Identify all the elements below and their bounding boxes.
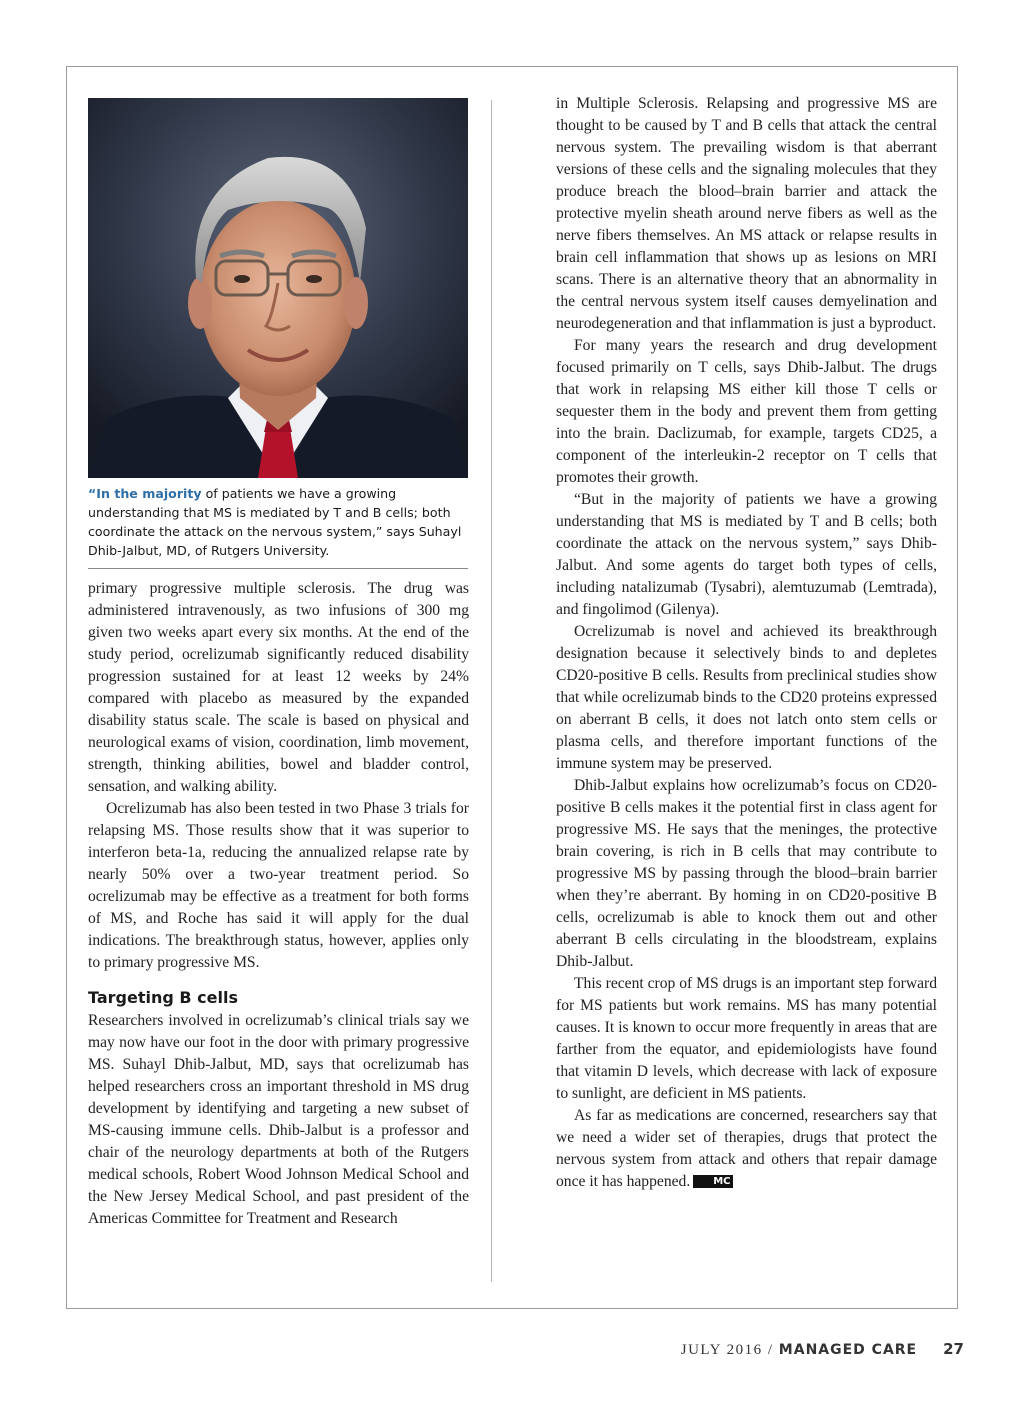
body-paragraph: “But in the majority of patients we have a growing understanding that MS is mediated by T and B cells; both coordinate the attack on the nervous system,” says Dhib-Jalbut. And some agents do target both types of cells, including natalizumab (Tysabri), alemtuzumab (Lemtrada), and fingolimod (Gilenya).: [556, 491, 937, 618]
body-paragraph: This recent crop of MS drugs is an important step forward for MS patients but work remains. MS has many potential causes. It is known to occur more frequently in areas that are farther from the equator, and epidemiologists have found that vitamin D levels, which decrease with lack of exposure to sunlight, are deficient in MS patients.: [556, 975, 937, 1102]
column-divider: [491, 100, 492, 1282]
caption-rule: [88, 568, 468, 569]
left-column: [88, 578, 469, 1230]
end-mark: MC: [693, 1175, 732, 1188]
caption-text: of patients we have a growing understanding that MS is mediated by T and B cells; both coordinate the attack on the nervous system,” says Suhayl Dhib-Jalbut, MD, of Rutgers University.: [88, 486, 462, 558]
footer-magazine: MANAGED CARE: [778, 1342, 918, 1358]
body-paragraph: For many years the research and drug development focused primarily on T cells, says Dhib-Jalbut. The drugs that work in relapsing MS either kill those T cells or sequester them in the body and prevent them from getting into the brain. Daclizumab, for example, targets CD25, a component of the interleukin-2 receptor on T cells that promotes their growth.: [556, 337, 937, 486]
body-paragraph: Researchers involved in ocrelizumab’s clinical trials say we may now have our foot in the door with primary progressive MS. Suhayl Dhib-Jalbut, MD, says that ocrelizumab has helped researchers cross an important threshold in MS drug development by identifying and targeting a new subset of MS-causing immune cells. Dhib-Jalbut is a professor and chair of the neurology departments at both of the Rutgers medical schools, Robert Wood Johnson Medical School and the New Jersey Medical School, and past president of the Americas Committee for Treatment and Research: [88, 1012, 469, 1227]
body-paragraph: in Multiple Sclerosis. Relapsing and progressive MS are thought to be caused by T and B cells that attack the central nervous system. The prevailing wisdom is that aberrant versions of these cells and the signaling molecules that they produce breach the blood–brain barrier and attack the protective myelin sheath around nerve fibers as well as the nerve fibers themselves. An MS attack or relapse results in brain cell inflammation that shows up as lesions on MRI scans. There is an alternative theory that an abnormality in the central nervous system itself causes demyelination and neurodegeneration and that inflammation is just a byproduct.: [556, 95, 937, 332]
page-number: 27: [943, 1340, 964, 1358]
final-paragraph-text: As far as medications are concerned, researchers say that we need a wider set of therapies, drugs that protect the nervous system from attack and others that repair damage once it has happened.: [556, 1107, 937, 1190]
caption-lead: “In the majority: [88, 486, 202, 501]
right-column: [556, 93, 937, 1193]
final-paragraph: [556, 1105, 937, 1193]
footer-date: JULY 2016 /: [680, 1342, 779, 1358]
page-footer: [681, 1340, 964, 1359]
photo-caption: [88, 484, 468, 560]
body-paragraph: Ocrelizumab has also been tested in two Phase 3 trials for relapsing MS. Those results show that it was superior to interferon beta-1a, reducing the annualized relapse rate by nearly 50% over a two-year treatment period. So ocrelizumab may be effective as a treatment for both forms of MS, and Roche has said it will apply for the dual indications. The breakthrough status, however, applies only to primary progressive MS.: [88, 800, 469, 971]
body-paragraph: Dhib-Jalbut explains how ocrelizumab’s focus on CD20-positive B cells makes it the potential first in class agent for progressive MS. He says that the meninges, the protective brain covering, is rich in B cells that may contribute to progressive MS by passing through the blood–brain barrier when they’re aberrant. By homing in on CD20-positive B cells, ocrelizumab is able to knock them out and other aberrant B cells circulating in the bloodstream, explains Dhib-Jalbut.: [556, 777, 937, 970]
portrait-photo: [88, 98, 468, 478]
body-paragraph: primary progressive multiple sclerosis. The drug was administered intravenously, as two infusions of 300 mg given two weeks apart every six months. At the end of the study period, ocrelizumab significantly reduced disability progression sustained for at least 12 weeks by 24% compared with placebo as measured by the expanded disability status scale. The scale is based on physical and neurological exams of vision, coordination, limb movement, strength, thinking abilities, bowel and bladder control, sensation, and walking ability.: [88, 580, 469, 795]
body-paragraph: Ocrelizumab is novel and achieved its breakthrough designation because it selectively binds to and depletes CD20-positive B cells. Results from preclinical studies show that while ocrelizumab binds to the CD20 proteins expressed on aberrant B cells, it does not latch onto stem cells or plasma cells, and therefore important functions of the immune system may be preserved.: [556, 623, 937, 772]
section-subhead: Targeting B cells: [88, 988, 238, 1007]
